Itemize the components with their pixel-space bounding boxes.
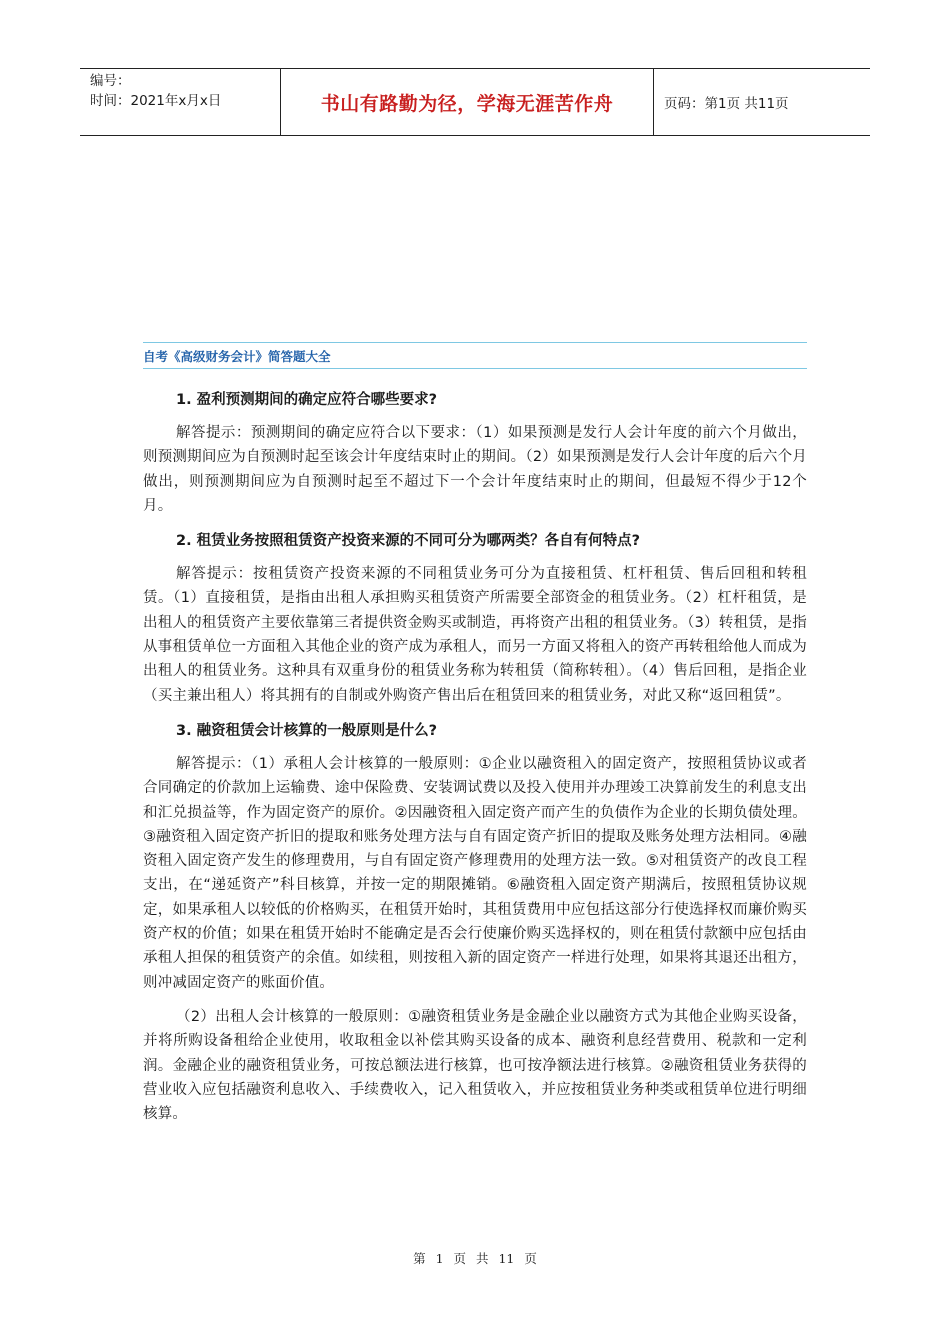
header-table [80, 68, 870, 136]
question-1: 1. 盈利预测期间的确定应符合哪些要求? [176, 392, 438, 408]
header-motto [280, 69, 654, 135]
question-2: 2. 租赁业务按照租赁资产投资来源的不同可分为哪两类？各自有何特点? [176, 533, 641, 550]
time-label: 时间：2021年x月x日 [90, 93, 222, 109]
answer-3-part-1: 解答提示：（1）承租人会计核算的一般原则：①企业以融资租入的固定资产，按照租赁协议或者合同确定的价款加上运输费、途中保险费、安装调试费以及投入使用并办理竣工决算前发生的利息支出和汇兑损益等，作为固定资产的原价。②因融资租入固定资产而产生的负债作为企业的长期负债处理。③融资租入固定资产折旧的提取和账务处理方法与自有固定资产折旧的提取及账务处理方法相同。④融资租入固定资产发生的修理费用，与自有固定资产修理费用的处理方法一致。⑤对租赁资产的改良工程支出，在“递延资产”科目核算，并按一定的期限摊销。⑥融资租入固定资产期满后，按照租赁协议规定，如果承租人以较低的价格购买，在租赁开始时，其租赁费用中应包括这部分行使选择权而廉价购买资产权的价值；如果在租赁开始时不能确定是否会行使廉价购买选择权的，则在租赁付款额中应包括由承租人担保的租赁资产的余值。如续租，则按租入新的固定资产一样进行处理，如果将其退还出租方，则冲减固定资产的账面价值。 [143, 755, 807, 991]
doc-title-bar [143, 342, 807, 369]
page-footer: 第 1 页 共 11 页 [413, 1251, 537, 1266]
document-body [143, 388, 807, 1137]
doc-title: 自考《高级财务会计》简答题大全 [143, 348, 331, 364]
answer-1: 解答提示：预测期间的确定应符合以下要求：（1）如果预测是发行人会计年度的前六个月做出，则预测期间应为自预测时起至该会计年度结束时止的期间。（2）如果预测是发行人会计年度的后六个月做出，则预测期间应为自预测时起至不超过下一个会计年度结束时止的期间，但最短不得少于12个月。 [143, 425, 807, 514]
motto-text: 书山有路勤为径，学海无涯苦作舟 [320, 92, 614, 115]
header-page-info [654, 69, 870, 135]
page-label: 页码：第1页 共11页 [664, 96, 789, 112]
answer-3-part-2: （2）出租人会计核算的一般原则：①融资租赁业务是金融企业以融资方式为其他企业购买设备，并将所购设备租给企业使用，收取租金以补偿其购买设备的成本、融资利息经营费用、税款和一定利润。金融企业的融资租赁业务，可按总额法进行核算，也可按净额法进行核算。②融资租赁业务获得的营业收入应包括融资利息收入、手续费收入，记入租赁收入，并应按租赁业务种类或租赁单位进行明细核算。 [143, 1008, 807, 1123]
header-meta [80, 69, 280, 135]
number-label: 编号： [90, 73, 131, 89]
answer-2: 解答提示：按租赁资产投资来源的不同租赁业务可分为直接租赁、杠杆租赁、售后回租和转租赁。（1）直接租赁，是指由出租人承担购买租赁资产所需要全部资金的租赁业务。（2）杠杆租赁，是出租人的租赁资产主要依靠第三者提供资金购买或制造，再将资产出租的租赁业务。（3）转租赁，是指从事租赁单位一方面租入其他企业的资产成为承租人，而另一方面又将租入的资产再转租给他人而成为出租人的租赁业务。这种具有双重身份的租赁业务称为转租赁（简称转租）。（4）售后回租，是指企业（买主兼出租人）将其拥有的自制或外购资产售出后在租赁回来的租赁业务，对此又称“返回租赁”。 [143, 566, 807, 704]
question-3: 3. 融资租赁会计核算的一般原则是什么? [176, 722, 438, 739]
